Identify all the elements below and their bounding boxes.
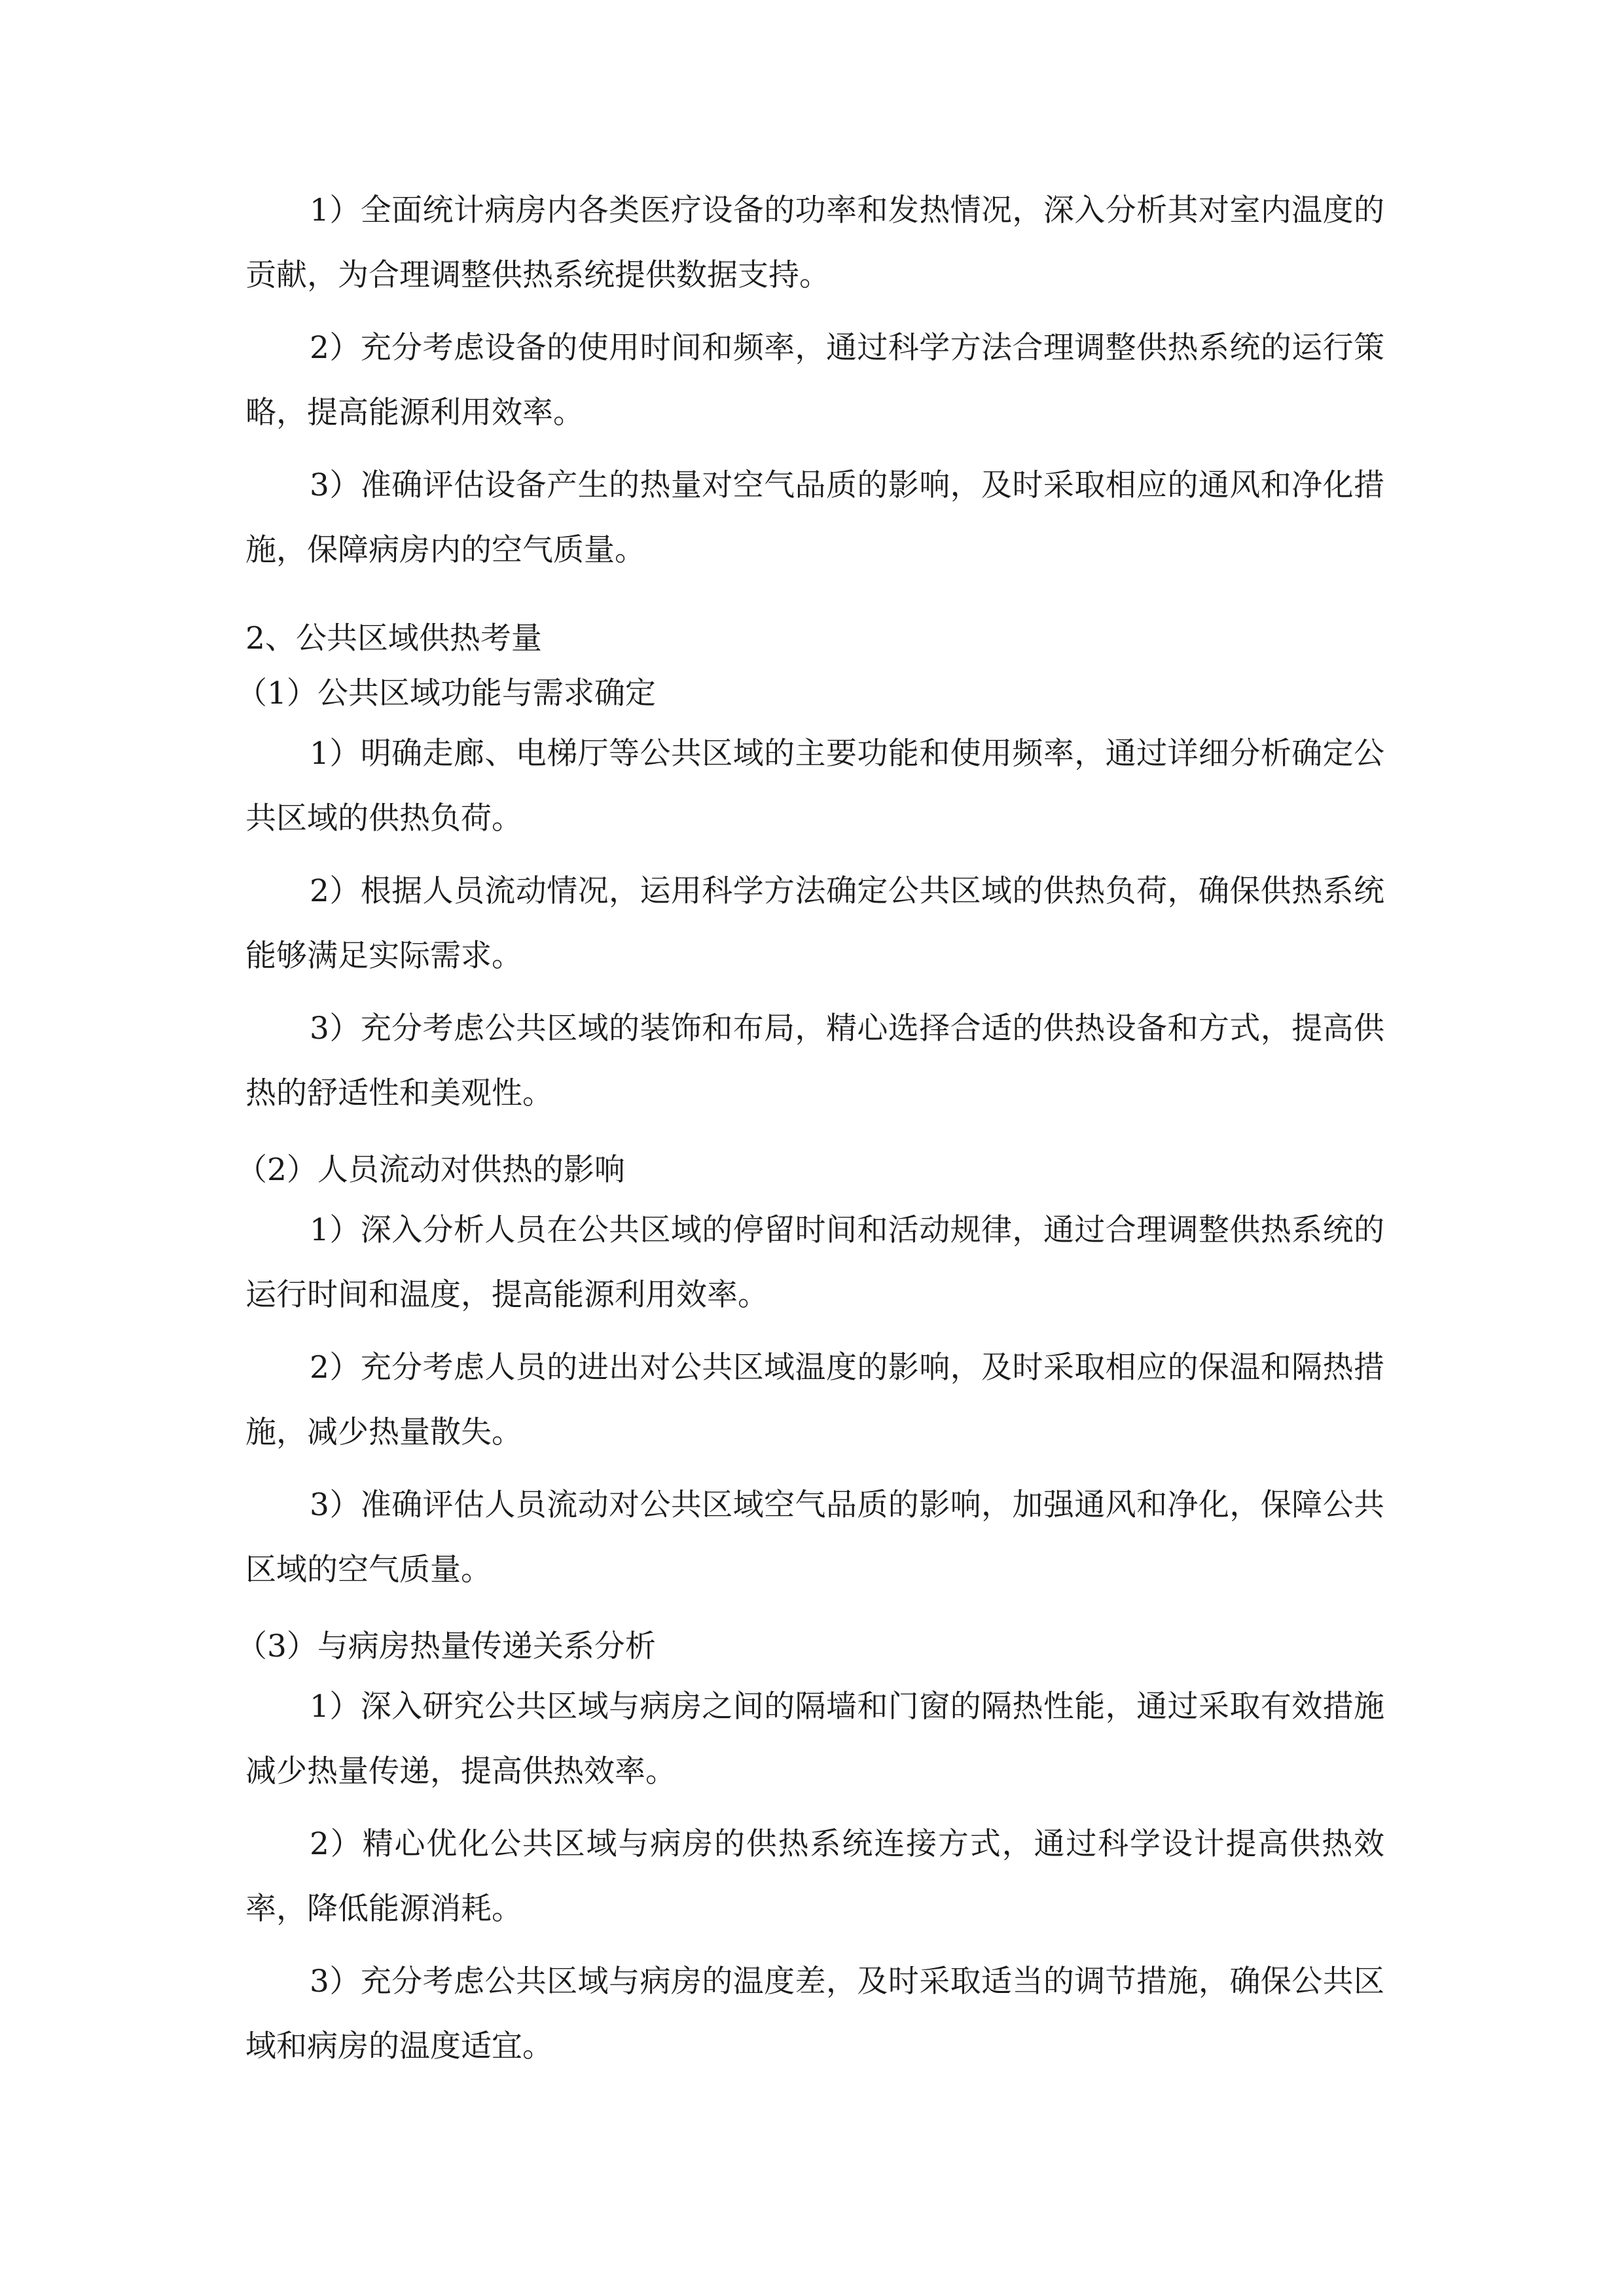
sub1-item-3: 3）充分考虑公共区域的装饰和布局，精心选择合适的供热设备和方式，提高供热的舒适性和美观性。 <box>245 1011 1384 1111</box>
sub2-item-1: 1）深入分析人员在公共区域的停留时间和活动规律，通过合理调整供热系统的运行时间和温度，提高能源利用效率。 <box>245 1212 1384 1313</box>
section1-item-1: 1）全面统计病房内各类医疗设备的功率和发热情况，深入分析其对室内温度的贡献，为合理调整供热系统提供数据支持。 <box>245 192 1384 293</box>
sub1-item-2: 2）根据人员流动情况，运用科学方法确定公共区域的供热负荷，确保供热系统能够满足实际需求。 <box>245 873 1384 974</box>
sub1-item-1: 1）明确走廊、电梯厅等公共区域的主要功能和使用频率，通过详细分析确定公共区域的供热负荷。 <box>245 736 1384 836</box>
section-heading-2: 2、公共区域供热考量 <box>245 620 542 656</box>
subsection-heading-3: （3）与病房热量传递关系分析 <box>236 1628 656 1664</box>
document-page <box>236 178 1384 2079</box>
sub2-item-2: 2）充分考虑人员的进出对公共区域温度的影响，及时采取相应的保温和隔热措施，减少热量散失。 <box>245 1350 1384 1450</box>
subsection-heading-1: （1）公共区域功能与需求确定 <box>236 675 656 711</box>
sub3-item-3: 3）充分考虑公共区域与病房的温度差，及时采取适当的调节措施，确保公共区域和病房的温度适宜。 <box>245 1964 1384 2064</box>
sub3-item-2: 2）精心优化公共区域与病房的供热系统连接方式，通过科学设计提高供热效率，降低能源消耗。 <box>245 1826 1384 1927</box>
subsection-heading-2: （2）人员流动对供热的影响 <box>236 1152 625 1188</box>
sub3-item-1: 1）深入研究公共区域与病房之间的隔墙和门窗的隔热性能，通过采取有效措施减少热量传递，提高供热效率。 <box>245 1689 1384 1789</box>
sub2-item-3: 3）准确评估人员流动对公共区域空气品质的影响，加强通风和净化，保障公共区域的空气质量。 <box>245 1487 1384 1588</box>
section1-item-2: 2）充分考虑设备的使用时间和频率，通过科学方法合理调整供热系统的运行策略，提高能源利用效率。 <box>245 330 1384 431</box>
section1-item-3: 3）准确评估设备产生的热量对空气品质的影响，及时采取相应的通风和净化措施，保障病房内的空气质量。 <box>245 467 1384 568</box>
